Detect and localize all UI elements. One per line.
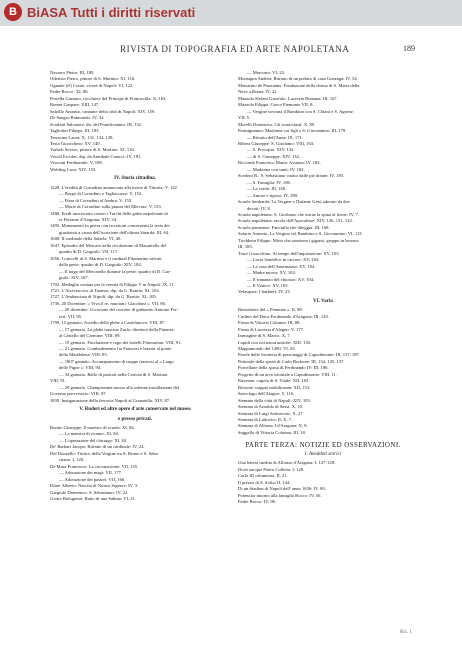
- index-entry: Turboli Severo, pittore di S. Martino: XI, 116.: [50, 147, 135, 153]
- index-entry: — Lucia Sanfelice in carcere: XV, 104.: [247, 257, 320, 263]
- index-entry: Neve a Roma: IV, 22.: [238, 89, 278, 95]
- index-list-b: [50, 185, 220, 404]
- index-entry: — 19 gennaio. Fucilazione e rogo dei fratelli Filomarino: VIII, 91.: [59, 339, 182, 345]
- index-entry: Carlino del Duca Ferdinando d'Aragona: III, 120.: [238, 313, 329, 319]
- index-entry: 1656. I cancelli di S. Martino e il cardinal Filomarino salvati: [50, 255, 162, 261]
- index-entry: — Borgo di Corradino a Tagliacozzo: V, 152.: [59, 191, 143, 197]
- index-entry: 1600. Il cardinale della Salarla: VI, 40.: [50, 236, 122, 242]
- index-entry: Montagna Andrea: Ritratto di un prelato di casa Gonzaga: IV, 54.: [238, 76, 358, 82]
- index-entry: — La casa dell'Annunziata: XV, 104.: [247, 263, 316, 269]
- index-entry: delle Pigne »: VIII, 94.: [59, 365, 102, 371]
- part-title: PARTE TERZA: NOTIZIE ED OSSERVAZIONI.: [245, 441, 401, 450]
- index-entry: Ognatte (d') Conte, vicerè di Napoli: VI, 122.: [50, 82, 134, 88]
- section-heading-ruderi: V. Ruderi ed altre opere d'arte conservate nel museo: [79, 407, 191, 413]
- index-entry: Gargiulo Domenico: S. Sebastiano: IV, 22.: [50, 489, 129, 495]
- index-entry: 1702. Medaglia coniata per la venuta di Filippo V in Napoli: IX, 11.: [50, 281, 176, 287]
- index-entry: Ricciardi Francesco Maria: Assunta: IV, 182.: [238, 160, 321, 166]
- index-entry: — 1807 gennaio. Accampamento di truppe francesi al « Largo: [59, 358, 174, 364]
- left-column: [50, 70, 220, 502]
- biasa-logo-icon: B: [4, 3, 22, 21]
- index-entry: Testa Gioacchino: XV, 140.: [50, 140, 101, 146]
- index-entry: VIII, 91.: [50, 378, 66, 384]
- section-heading-varia: VI. Varia: [313, 298, 333, 304]
- index-entry: — La carità: III, 168.: [247, 186, 287, 192]
- index-entry: Dürer Alberto: Nascita di Nostro Signore: IV, 3.: [50, 483, 139, 489]
- index-entry: della Maddalena: VIII, 95.: [59, 352, 108, 358]
- index-entry: Suggello di Vittoria Colonna: III, 18.: [238, 429, 306, 435]
- journal-title: RIVISTA DI TOPOGRAFIA ED ARTE NAPOLETANA: [120, 44, 350, 54]
- index-entry: Stemma di Ludovico II: X, 7.: [238, 417, 293, 423]
- running-header: [50, 44, 415, 56]
- index-entry: Di un Stadion di Napoli dell' anno 1656: IV, 80.: [238, 486, 326, 492]
- index-entry: De Sangro Raimondo: IV, 34.: [50, 115, 105, 121]
- index-entry: — La maestra di ricamo: XI, 84.: [59, 431, 119, 437]
- index-list-c: [50, 425, 220, 502]
- index-entry: Vocoli Ercoles, dip. da Annibale Caracci: IV, 181.: [50, 153, 142, 159]
- right-column: [238, 70, 408, 505]
- index-entry: Stemma di Alfonso I d'Aragona: X, 8.: [238, 423, 308, 429]
- index-entry: al Castello del Carmine: VIII, 89.: [59, 333, 121, 339]
- index-entry: — Ritratto dell'Anna: III, 171.: [247, 134, 303, 140]
- index-entry: — S. Procopio: XIV, 132.: [247, 147, 295, 153]
- index-entry: Maestrino de Ponzianis: Fondazione della chiesa di S. Maria della: [238, 82, 360, 88]
- index-entry: — Fiera di Corradino al Ambra: V, 153.: [59, 197, 133, 203]
- index-entry: 1727. L'Ambasciata di Tripoli, dip. da G. Bonito: XI, 105.: [50, 294, 157, 300]
- index-list-e: [238, 307, 408, 436]
- index-list-a: [50, 70, 220, 173]
- index-entry: Terracina Laura: X, 131, 134, 138.: [50, 134, 114, 140]
- subsection-heading-aneddoti: I. Aneddoti storici: [304, 451, 342, 457]
- index-entry: Stemma di Luigi Serinovinc: X, 27.: [238, 410, 304, 416]
- index-list-f: [238, 460, 408, 505]
- index-entry: — Madre nuova: XV, 103.: [247, 270, 296, 276]
- index-entry: — 17 gennaio. La plebe trascina Zurlo, direttore della Finanze,: [59, 326, 175, 332]
- index-list-d: [238, 70, 408, 296]
- index-entry: Mazzola Filippo: Greco Piemonte VII, 8.: [238, 102, 314, 108]
- index-entry: Parole dalle fronteria di personaggi di Capodimonte: III, 137, 187.: [238, 352, 360, 358]
- index-entry: Una lettera inedita di Alfonso d'Aragona: I, 127-128.: [238, 460, 336, 466]
- index-entry: — di S. Giuseppe: XIV, 134.: [247, 153, 300, 159]
- index-entry: 1736, 20 Dicembre. « Viva il re, muoian i Giacobini »: VII, 86.: [50, 300, 167, 306]
- index-entry: giulo: XIV, 167.: [59, 275, 89, 281]
- index-entry: Salzillo Antonio, cantante della città di Napoli: XIV, 159.: [50, 108, 156, 114]
- index-entry: — Adorazione dei pastori: VII, 166.: [59, 476, 126, 482]
- index-entry: Progetto di un arco trionfale a Capodimonte: VIII, 11.: [238, 371, 337, 377]
- index-entry: Riesone: trappio mobiliorum: XII, 153.: [238, 384, 311, 390]
- index-entry: 1228. L'eredità di Corradino annunciata alla morte di Vittoria: V, 122.: [50, 184, 178, 190]
- index-entry: Lapidi con iscrizioni antiche: XIII, 130.: [238, 339, 312, 345]
- index-entry: Torre Gioacchino: Al tempo dell'inquisizione: XV, 103.: [238, 250, 340, 256]
- index-entry: Firma di Lucrezia d'Alagno: V, 177.: [238, 326, 305, 332]
- index-entry: — Il Viatico: XV, 105.: [247, 282, 289, 288]
- index-entry: — Madonna con santi: IV, 182.: [247, 166, 305, 172]
- index-entry: VII, 5.: [238, 115, 251, 121]
- index-entry: Potenzlar intorno alla famiglia Rocco: IV, 56.: [238, 492, 322, 498]
- index-entry: Perrella Gaetano, cocchiere del Principe di Francavilla: X, 163.: [50, 95, 167, 101]
- index-entry: De' Barbari Jacopo: Ritratto di un cardinale: IV, 24.: [50, 444, 145, 450]
- index-entry: giustiziati a causa dell'iscrizione dell'ultima Stuarda: III, 64.: [59, 229, 170, 235]
- index-entry: Stemma della città di Napoli: XIV, 103.: [238, 397, 311, 403]
- section-heading-ruderi-2: e presso privati.: [118, 416, 152, 422]
- index-entry: De Mura Francesco: La circoncisione: VII, 155.: [50, 463, 139, 469]
- index-entry: Padre Rocco: IV, 96.: [238, 499, 277, 504]
- index-entry: — 20 dicembre. Uccisione del corriere di gabinetto Antonio Fer-: [59, 307, 179, 313]
- watermark-banner: [0, 0, 462, 26]
- index-entry: quadro di D. Gargiulo: VII, 117.: [59, 249, 119, 255]
- index-entry: — Amore e riposo: IV, 189.: [247, 192, 299, 198]
- index-entry: Scarlatti Salvatore, dir. del Pontificanino: III, 132.: [50, 121, 143, 127]
- index-entry: Porcellane della sposa di Ferdinando IV: III, 186.: [238, 365, 329, 371]
- index-entry: Tagliolini Filippo: III, 183.: [50, 128, 100, 134]
- index-entry: — Il largo del Mercatello durante la peste: quadro di D. Gar-: [59, 268, 171, 274]
- index-entry: Morelli Domenico: Gli iconoclasti: X, 89.: [238, 121, 316, 127]
- index-entry: — Vergine sovrana il Bambino con S. Chiara e S. Agnese:: [247, 108, 355, 114]
- index-entry: Giotto Bolognese: Ratto di una Sabina: VI, 21.: [50, 496, 137, 501]
- library-stamp: Ric. 1: [400, 630, 412, 635]
- index-entry: dalla peste: quadro di D. Gargiulo: XIV, 184.: [59, 262, 142, 268]
- index-entry: 1486. Eredi sanciscono contro i Turchi delle galee napoletane di: [50, 210, 168, 216]
- index-entry: — Il romanzo del chiostro: XV, 104.: [247, 276, 315, 282]
- index-entry: Parmigianino: Madonna coi figli e S. Giovannino: III, 179.: [238, 128, 347, 134]
- index-entry: Scedoni B.: S. Sebastiano curato dalle pie donne: IV, 185.: [238, 173, 345, 179]
- index-entry: re Ferrante d'Aragona: XIV, 34.: [59, 216, 118, 222]
- index-entry: Navarro Pietro: III, 189.: [50, 70, 95, 75]
- page-number: 189: [403, 44, 415, 53]
- index-entry: Immagine di S. Marco: X, 7.: [238, 333, 291, 339]
- index-entry: — Mercurio: VI, 23.: [247, 70, 286, 75]
- index-entry: Velasquez: I barbieri: IV, 23.: [238, 289, 291, 295]
- index-entry: Scuola lombarda: La Vergine e l'Infante Gesù adorato da due: [238, 199, 350, 205]
- index-entry: Ribera Giuseppe: S. Girolamo: VIII, 163.: [238, 140, 315, 146]
- index-entry: Romer Gaspare: XIII, 147.: [50, 102, 100, 108]
- index-entry: 1799. 15 gennaio. Assedio della plebe a Castelnuovo: VIII, 87.: [50, 320, 166, 326]
- index-entry: Scuola napoletana: tavola dell'Apocalisse: XIV, 126, 131, 132.: [238, 218, 353, 224]
- watermark-text: BiASA Tutti i diritti riservati: [27, 5, 196, 20]
- index-entry: — 34 gennaio. Ballo di patrioti nella Certosa di S. Martino:: [59, 371, 169, 377]
- index-entry: 1839. Inaugurazione della ferrovia Napoli al Granatello: XIV, 87.: [50, 397, 171, 403]
- index-entry: Mappamondo del 1490: VI, 65.: [238, 346, 296, 352]
- index-entry: Stemma di Arnoldo di Sassi: X, 10.: [238, 404, 304, 410]
- index-entry: — 29 gennaio. Champronnet mossa alla solenne installazione del: [59, 384, 180, 390]
- index-entry: Oderisio Pietro, pittore di S. Martino: XI, 116.: [50, 76, 136, 82]
- index-entry: Mazzola Stefani Garofalo: Lucrezia Romana: III, 167.: [238, 95, 338, 101]
- index-entry: Scuola napoletana: S. Girolamo che estrae la spina al leone: IV, 7.: [238, 211, 360, 217]
- index-entry: Il prezzo di S. Sofia: II, 144.: [238, 479, 291, 485]
- index-entry: 1721. L'Arcivescovo di Taranto, dip. da G. Bonito: XI, 104.: [50, 287, 160, 293]
- index-entry: stiano: I, 120.: [59, 457, 85, 463]
- index-entry: reri: VII, 85.: [59, 313, 83, 319]
- index-entry: 1647. Episodio del Mercato nella rivoluzione di Masaniello del: [50, 242, 167, 248]
- index-entry: Bonorbiere del « Pennone »: II, 88.: [238, 307, 303, 313]
- index-entry: 1495. Monumento in pietra con iscrizioni concernenti la testa dei: [50, 223, 170, 229]
- index-entry: Tischbein Filippo: Mose che sanziona i giganti, gruppo in bronzo:: [238, 237, 360, 243]
- index-entry: Del Donzello: Trittico della Vergine tra S. Bruno e S. Seba-: [50, 450, 160, 456]
- index-entry: devoti: IV, 8.: [247, 205, 271, 211]
- index-entry: — 21 gennaio. Combattimento fra Francesi e lazzari al ponte: [59, 346, 172, 352]
- index-entry: — Morte di Corradino sulla piazza del Mercato: V, 153.: [59, 204, 162, 210]
- index-entry: Visconti Ferdinando: V, 108.: [50, 160, 103, 166]
- index-entry: Carlo III calunniato: II, 31.: [238, 473, 288, 479]
- index-entry: Padre Rocco: XI, 86.: [50, 89, 89, 95]
- index-entry: Sarcofago dell'Alagno: V, 116.: [238, 391, 295, 397]
- index-entry: Scuola parmense: Fanciulla che dileggia: III, 168.: [238, 224, 330, 230]
- index-entry: Firma di Vittoria Colonna: III, 88.: [238, 320, 301, 326]
- section-heading-storia: IV. Storia cittadina.: [114, 176, 156, 182]
- index-entry: Bonito Giuseppe: Il maestro di scuola: XI, 84.: [50, 425, 135, 431]
- index-entry: Pettorale della sposa di Carlo Borbone: III, 134, 135, 137.: [238, 358, 345, 364]
- index-entry: Solario Antonio: La Vergine col Bambino e S. Giovannino: VI, 113.: [238, 231, 363, 237]
- index-entry: Wolding Luca: XIV, 153.: [50, 166, 97, 172]
- index-entry: Ravenna: cupola di S. Vitale: XII, 103.: [238, 378, 310, 384]
- index-entry: — L'operazione del chirurgo: XI, 84.: [59, 437, 128, 443]
- index-entry: III, 185.: [238, 244, 253, 250]
- document-page: [50, 30, 415, 650]
- index-entry: Dove nacque Pietro Colletta: I, 128.: [238, 466, 305, 472]
- index-entry: — Adorazione dei magi: VII, 177.: [59, 470, 123, 476]
- index-entry: Governo provvisorio: VIII, 97.: [50, 391, 107, 397]
- index-entry: — S. Famiglia: IV, 186.: [247, 179, 291, 185]
